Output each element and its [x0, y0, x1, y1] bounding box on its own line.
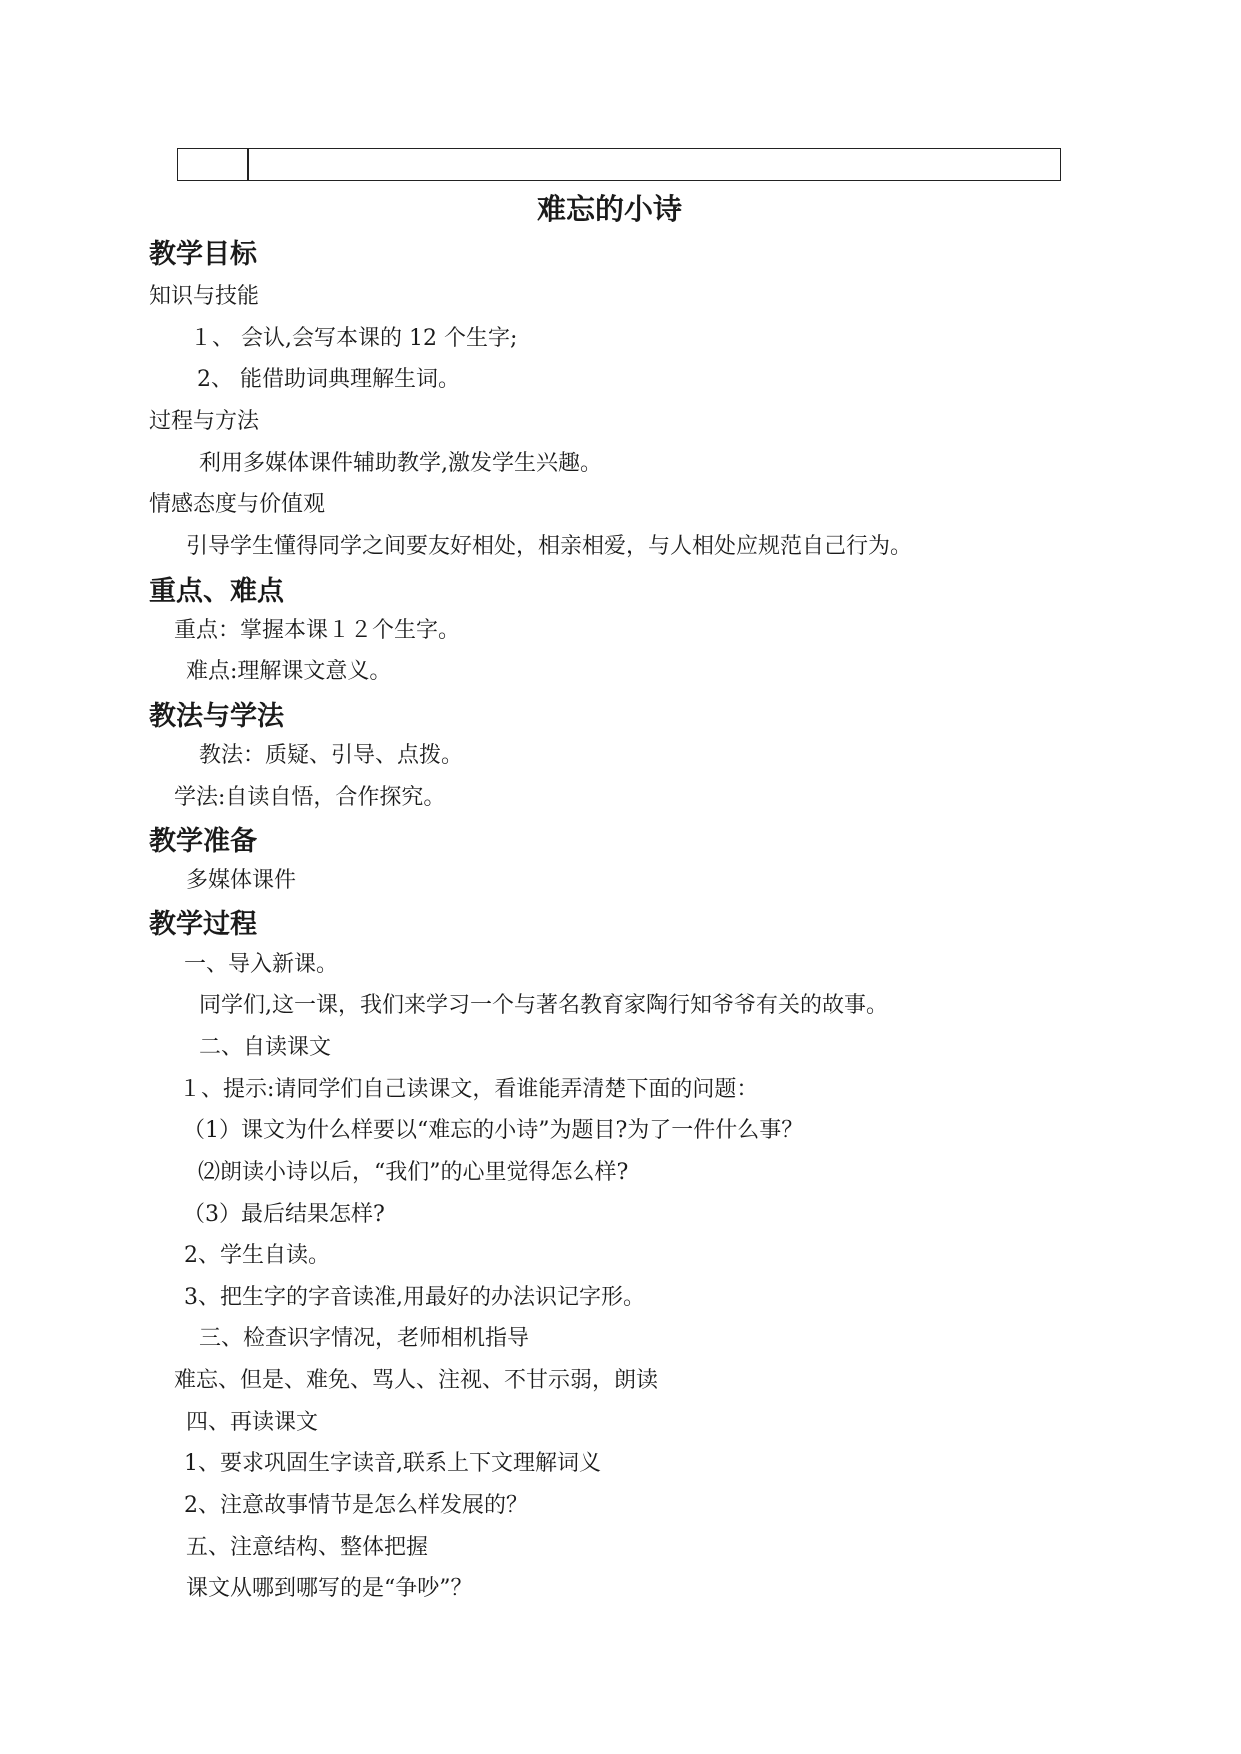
- section-heading-preparation: 教学准备: [149, 826, 257, 857]
- procedure-text: 1、要求巩固生字读音,联系上下文理解词义: [184, 1451, 601, 1476]
- objective-item-2: 2、 能借助词典理解生词。: [197, 367, 460, 392]
- learning-method-text: 学法:自读自悟，合作探究。: [174, 785, 446, 810]
- subheading-process: 过程与方法: [149, 409, 260, 434]
- section-heading-methods: 教法与学法: [149, 701, 284, 732]
- procedure-text: 2、学生自读。: [184, 1243, 330, 1268]
- question-item-1: （1）课文为什么样要以“难忘的小诗”为题目?为了一件什么事？: [183, 1118, 804, 1143]
- procedure-text: 3、把生字的字音读准,用最好的办法识记字形。: [184, 1285, 645, 1310]
- procedure-text: 同学们,这一课，我们来学习一个与著名教育家陶行知爷爷有关的故事。: [199, 993, 888, 1018]
- objective-item-1: １、 会认,会写本课的 12 个生字;: [190, 326, 518, 351]
- procedure-text: 难忘、但是、难免、骂人、注视、不甘示弱，朗读: [174, 1368, 659, 1393]
- document-title: 难忘的小诗: [537, 192, 683, 226]
- procedure-text: 2、注意故事情节是怎么样发展的？: [184, 1493, 528, 1518]
- section-heading-procedure: 教学过程: [149, 909, 257, 940]
- attitude-text: 引导学生懂得同学之间要友好相处，相亲相爱，与人相处应规范自己行为。: [186, 534, 913, 559]
- procedure-text: 课文从哪到哪写的是“争吵”？: [186, 1576, 473, 1601]
- procedure-step-5: 五、注意结构、整体把握: [186, 1535, 429, 1560]
- section-heading-key-points: 重点、难点: [149, 576, 284, 607]
- difficulty-text: 难点:理解课文意义。: [186, 659, 392, 684]
- key-point-text: 重点：掌握本课１２个生字。: [174, 618, 461, 643]
- subheading-attitude: 情感态度与价值观: [149, 492, 326, 517]
- procedure-text: １、提示:请同学们自己读课文，看谁能弄清楚下面的问题：: [179, 1077, 759, 1102]
- procedure-step-3: 三、检查识字情况，老师相机指导: [199, 1326, 530, 1351]
- preparation-text: 多媒体课件: [186, 868, 297, 893]
- procedure-step-4: 四、再读课文: [186, 1410, 319, 1435]
- question-item-2: ⑵朗读小诗以后，“我们”的心里觉得怎么样?: [198, 1160, 629, 1185]
- table-column-divider: [247, 149, 249, 180]
- teaching-method-text: 教法：质疑、引导、点拨。: [199, 743, 464, 768]
- header-table: [177, 148, 1061, 181]
- subheading-knowledge: 知识与技能: [149, 284, 260, 309]
- process-text: 利用多媒体课件辅助教学,激发学生兴趣。: [199, 451, 602, 476]
- question-item-3: （3）最后结果怎样?: [183, 1202, 385, 1227]
- procedure-step-1: 一、导入新课。: [184, 952, 339, 977]
- procedure-step-2: 二、自读课文: [199, 1035, 332, 1060]
- section-heading-objectives: 教学目标: [149, 239, 257, 270]
